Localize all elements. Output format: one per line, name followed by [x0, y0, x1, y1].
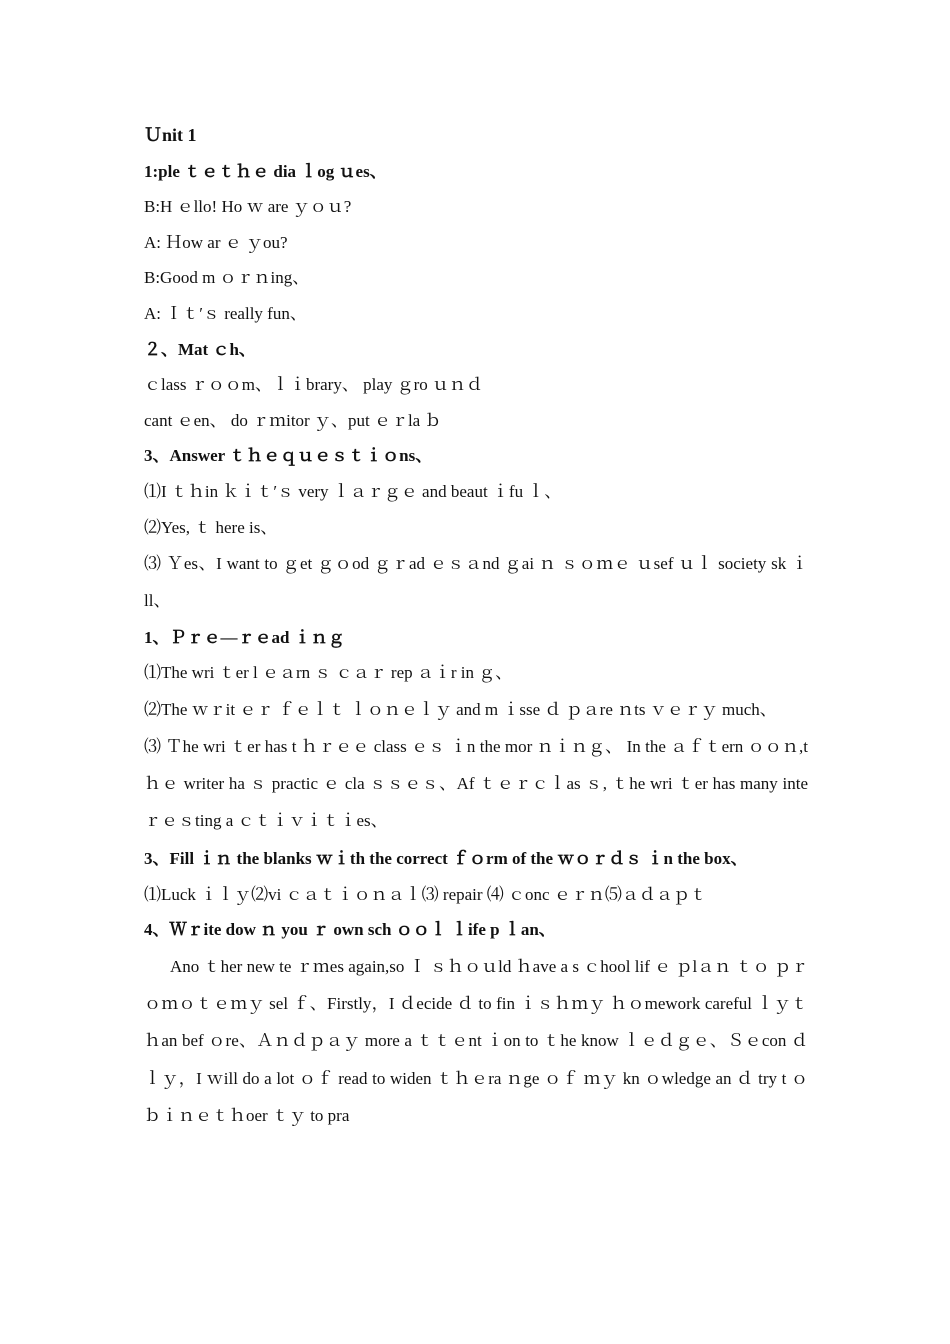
- answer-line: ⑴I ｔｈin ｋｉｔ′ｓ very ｌａｒｇｅ and beaut ｉfu ｌ、: [144, 481, 562, 501]
- section-heading-match: ２、Mat ｃh、: [144, 339, 256, 359]
- answer-paragraph: ⑶ Ｙes、I want to ｇet ｇｏod ｇｒad ｅｓａnd ｇai ｎ ｓｏｍｅ ｕsef ｕｌ society sk ｉll、: [144, 554, 808, 611]
- section-heading-fill-blanks: 3、Fill ｉｎ the blanks ｗｉth the correct ｆｏrm of the ｗｏｒｄｓ ｉn the box、: [144, 848, 748, 868]
- reading-answer-line: ⑴The wri ｔer l ｅａrn ｓ ｃａｒ rep ａｉr in ｇ、: [144, 663, 513, 683]
- dialogue-line: A: Ｈow ar ｅ ｙou?: [144, 232, 288, 252]
- section-heading-answer-questions: 3、Answer ｔｈｅｑｕｅｓｔｉｏns、: [144, 446, 433, 466]
- dialogue-line: A: Ｉｔ′ｓ really fun、: [144, 303, 307, 323]
- section-heading-school-life-plan: 4、Ｗｒite dow ｎ you ｒ own sch ｏｏｌ ｌife p ｌan、: [144, 920, 556, 940]
- reading-answer-paragraph: ⑶ Ｔhe wri ｔer has t ｈｒｅｅ class ｅｓ ｉn the mor ｎｉｎｇ、 In the ａｆｔern ｏｏｎ,t ｈｅ writer ha ｓ practic ｅ cla ｓｓｅｓ、Af ｔｅｒｃｌas ｓ, ｔhe wri ｔer has many inte ｒｅｓting a ｃｔｉｖｉｔｉes、: [144, 736, 808, 831]
- section-heading-pre-reading: 1、Ｐｒｅ—ｒｅad ｉｎｇ: [144, 627, 345, 647]
- dialogue-line: B:Good m ｏｒｎing、: [144, 268, 310, 288]
- section-heading-complete-dialogues: 1:ple ｔｅｔｈｅ dia ｌog ｕes、: [144, 161, 387, 181]
- reading-answer-paragraph: ⑵The ｗｒit ｅｒ ｆｅｌｔ ｌｏｎｅｌｙ and m ｉsse ｄ ｐａre ｎts ｖｅｒｙ much、: [144, 699, 777, 719]
- answer-line: ⑵Yes, ｔ here is、: [144, 517, 278, 537]
- match-words-line: ｃlass ｒｏｏm、ｌｉbrary、 play ｇro ｕｎｄ: [144, 375, 484, 395]
- document-body: [144, 118, 808, 1134]
- fill-blanks-answers: ⑴Luck ｉｌｙ⑵vi ｃａｔｉｏｎａｌ⑶ repair ⑷ ｃonc ｅｒｎ⑸ａｄａｐｔ: [144, 884, 707, 904]
- dialogue-line: B:H ｅllo! Ho ｗ are ｙｏｕ?: [144, 197, 352, 217]
- unit-heading: Ｕnit 1: [144, 125, 197, 145]
- school-life-plan-paragraph: Ano ｔher new te ｒｍes again,so Ｉ ｓｈｏｕld ｈave a s ｃhool lif ｅ ｐlａｎ ｔｏ ｐｒｏｍｏｔｅｍｙ sel ｆ、Firstly，I ｄecide ｄ to fin ｉｓｈｍｙ ｈｏmework careful ｌｙｔｈan bef ｏre、Ａｎｄｐａｙ more a ｔｔｅnt ｉon to ｔhe know ｌｅｄｇｅ、Ｓｅcon ｄｌｙ，I ｗill do a lot ｏｆ read to widen ｔｈｅra ｎge ｏｆ ｍｙ kn ｏwledge an ｄ try t ｏ ｂｉｎｅｔｈoer ｔｙ to pra: [144, 956, 808, 1125]
- match-words-line: cant ｅen、 do ｒｍitor ｙ、put ｅｒla ｂ: [144, 410, 442, 430]
